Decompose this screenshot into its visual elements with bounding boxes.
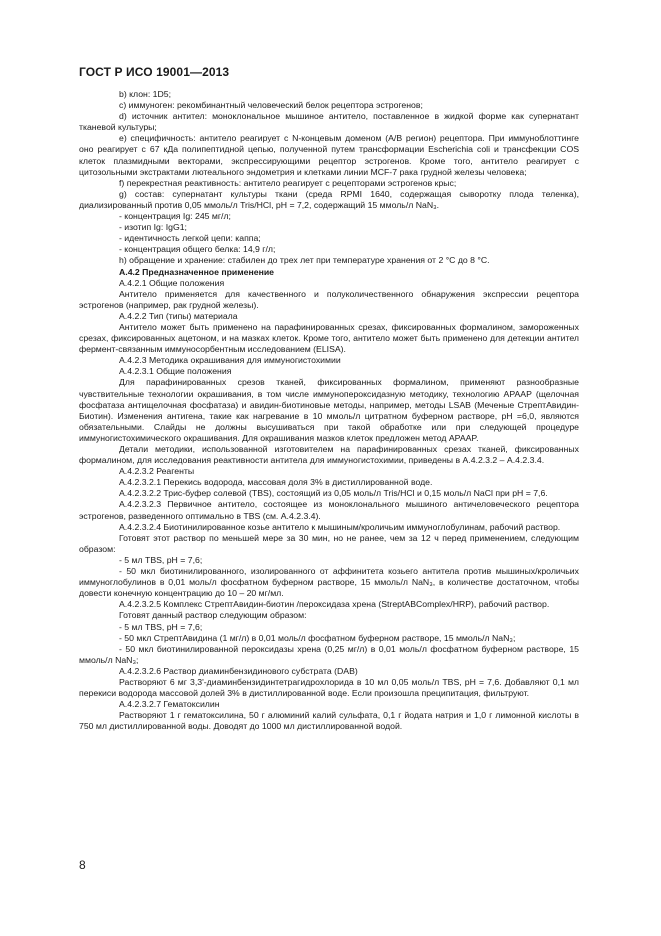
paragraph: А.4.2.3.2.3 Первичное антитело, состоящее из моноклонального мышиного античеловеческого рецептора эстрогенов, разведенного оптимально в TBS (см. А.4.2.3.4). — [79, 499, 579, 521]
paragraph: - 5 мл TBS, pH = 7,6; — [119, 554, 203, 565]
subsection-heading: А.4.2.1 Общие положения — [119, 277, 225, 288]
paragraph: - 50 мкл биотинилированного, изолированного от аффинитета козьего антитела против мышиных/кроличьих иммуноглобулинов в 0,01 моль/л фосфатном буферном растворе, 15 ммоль/л NaN₃, в количестве достаточном, чтобы довести конечную концентрацию до 10 – 20 мг/мл. — [79, 566, 579, 599]
paragraph: - идентичность легкой цепи: каппа; — [119, 233, 261, 244]
paragraph: - концентрация общего белка: 14,9 г/л; — [119, 244, 276, 255]
subsection-heading: А.4.2.2 Тип (типы) материала — [119, 310, 238, 321]
section-heading: А.4.2 Предназначенное применение — [119, 266, 275, 277]
paragraph: А.4.2.3.2.1 Перекись водорода, массовая доля 3% в дистиллированной воде. — [119, 477, 433, 488]
paragraph: А.4.2.3.2.5 Комплекс СтрептАвидин-биотин /пероксидаза хрена (StreptABComplex/HRP), рабочий раствор. — [119, 599, 550, 610]
document-body — [79, 89, 579, 732]
paragraph: - 5 мл TBS, pH = 7,6; — [119, 621, 203, 632]
subsection-heading: А.4.2.3.2.7 Гематоксилин — [119, 699, 220, 710]
subsection-heading: А.4.2.3.2.6 Раствор диаминбензидинового субстрата (DAB) — [119, 665, 358, 676]
paragraph: Антитело применяется для качественного и полуколичественного обнаружения экспрессии рецептора эстрогенов (например, рак грудной железы). — [79, 288, 579, 310]
paragraph: f) перекрестная реактивность: антитело реагирует с рецепторами эстрогенов крыс; — [119, 177, 457, 188]
subsection-heading: А.4.2.3.2 Реагенты — [119, 466, 195, 477]
paragraph: - изотип Ig: IgG1; — [119, 222, 187, 233]
paragraph: А.4.2.3.2.2 Трис-буфер солевой (TBS), состоящий из 0,05 моль/л Tris/HCl и 0,15 моль/л NaCl при pH = 7,6. — [119, 488, 548, 499]
paragraph: h) обращение и хранение: стабилен до трех лет при температуре хранения от 2 °С до 8 °С. — [119, 255, 490, 266]
paragraph: c) иммуноген: рекомбинантный человеческий белок рецептора эстрогенов; — [119, 100, 423, 111]
paragraph: - концентрация Ig: 245 мг/л; — [119, 211, 231, 222]
paragraph: d) источник антител: моноклональное мышиное антитело, поставленное в жидкой форме как супернатант тканевой культуры; — [79, 111, 579, 133]
page-header: ГОСТ Р ИСО 19001—2013 — [79, 65, 230, 79]
paragraph: Детали методики, использованной изготовителем на парафинированных срезах тканей, фиксированных формалином, для исследования реактивности антитела для иммуногистохимии, приведены в А.4.2.3.2 – А.4.2.3.4. — [79, 444, 579, 466]
paragraph: - 50 мкл биотинилированной пероксидазы хрена (0,25 мг/л) в 0,01 моль/л фосфатном буферном растворе, 15 ммоль/л NaN₃; — [79, 643, 579, 665]
paragraph: - 50 мкл СтрептАвидина (1 мг/л) в 0,01 моль/л фосфатном буферном растворе, 15 ммоль/л NaN₃; — [119, 632, 516, 643]
paragraph: Антитело может быть применено на парафинированных срезах, фиксированных формалином, замороженных срезах, фиксированных ацетоном, и на мазках клеток. Кроме того, антитело может быть применено для детекции антител фермент-связанным иммуносорбентным исследованием (ELISA). — [79, 321, 579, 355]
paragraph: Для парафинированных срезов тканей, фиксированных формалином, применяют разнообразные чувствительные технологии окрашивания, в том числе иммунопероксидазную методику, технологию APAAP (щелочная фосфатаза антищелочная фосфатаза) и авидин-биотиновые методы, например, методы LSAB (Меченые СтрептАвидин-Биотин). Изменения антигена, такие как нагревание в 10 ммоль/л цитратном буферном растворе, pH =6,0, являются обязательными. Слайды не должны высушиваться при такой обработке или при следующей процедуре иммуногистохимического окрашивания. Для окрашивания мазков клеток предложен метод APAAP. — [79, 377, 579, 443]
paragraph: Растворяют 6 мг 3,3'-диаминбензидинтетрагидрохлорида в 10 мл 0,05 моль/л TBS, pH = 7,6. Добавляют 0,1 мл перекиси водорода массовой долей 3% в дистиллированной воде. Если произошла преципитация, фильтруют. — [79, 676, 579, 699]
page-number: 8 — [79, 858, 86, 872]
paragraph: Готовят этот раствор по меньшей мере за 30 мин, но не ранее, чем за 12 ч перед применением, следующим образом: — [79, 532, 579, 554]
paragraph: Готовят данный раствор следующим образом: — [119, 610, 307, 621]
paragraph: b) клон: 1D5; — [119, 89, 172, 99]
subsection-heading: А.4.2.3.1 Общие положения — [119, 366, 232, 377]
paragraph: Растворяют 1 г гематоксилина, 50 г алюминий калий сульфата, 0,1 г йодата натрия и 1,0 г лимонной кислоты в 750 мл дистиллированной воды. Доводят до 1000 мл дистиллированной водой. — [79, 710, 579, 732]
subsection-heading: А.4.2.3 Методика окрашивания для иммуногистохимии — [119, 355, 341, 366]
paragraph: g) состав: супернатант культуры ткани (среда RPMI 1640, содержащая сыворотку плода теленка), диализированный против 0,05 ммоль/л Tris/HCl, pH = 7,2, содержащий 15 ммоль/л NaN₃. — [79, 188, 579, 210]
paragraph: А.4.2.3.2.4 Биотинилированное козье антитело к мышиным/кроличьим иммуноглобулинам, рабочий раствор. — [119, 521, 561, 532]
paragraph: e) специфичность: антитело реагирует с N-концевым доменом (A/B регион) рецептора. При иммуноблоттинге оно реагирует с 67 кДа полипептидной цепью, полученной путем трансформации Escherichia coli и трансфекции COS клеток плазмидными векторами, экспрессирующими рецептор эстрогенов. Кроме того, антитело реагирует с цитозольными экстрактами лютеального эндометрия и клетками линии MCF-7 рака грудной железы человека; — [79, 133, 579, 177]
